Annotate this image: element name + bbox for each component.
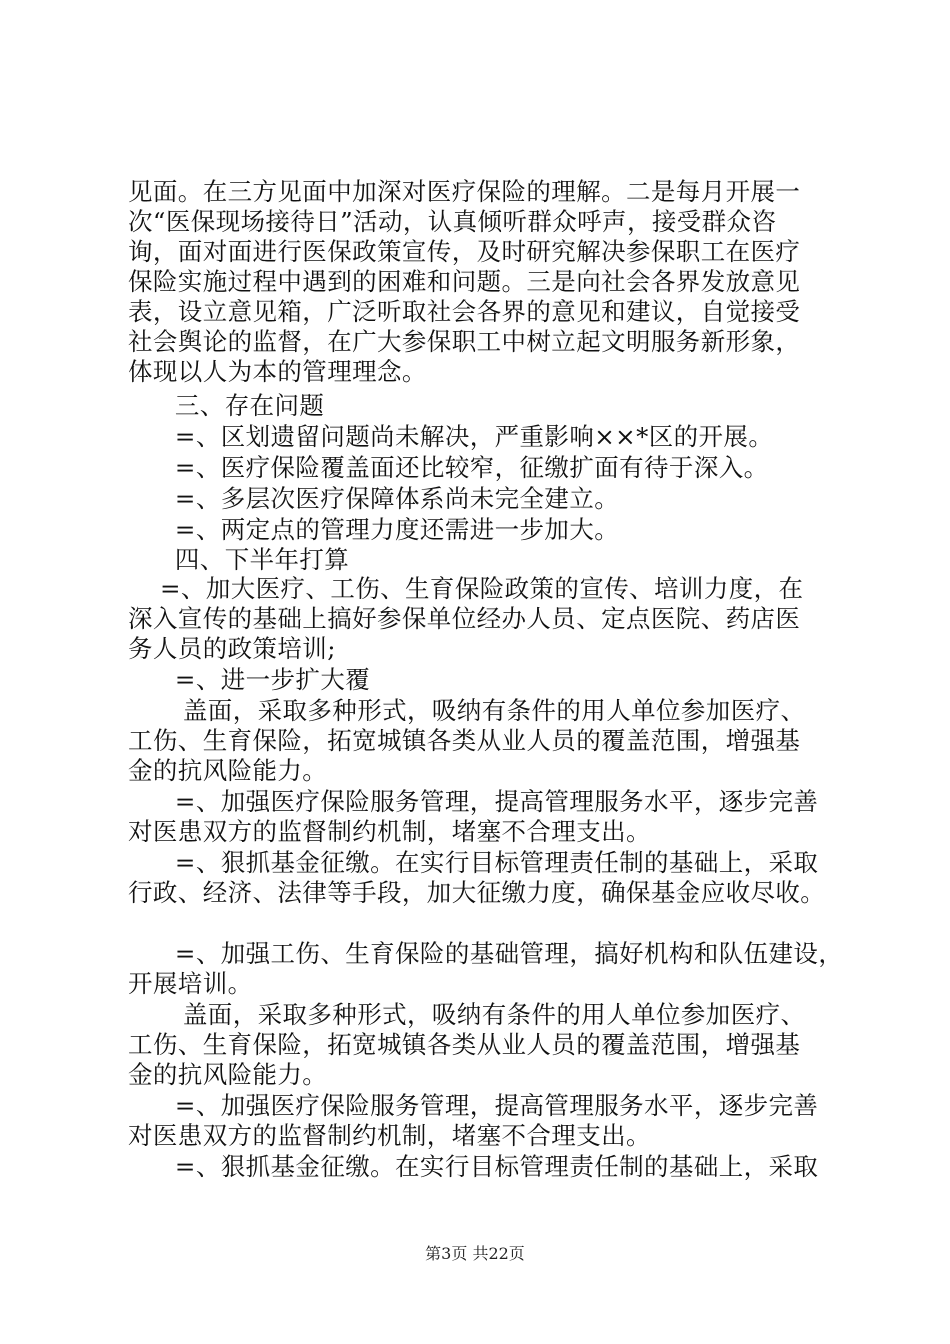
page-number-footer: 第3页 共22页 bbox=[425, 1244, 525, 1263]
paragraph-line: 见面。在三方见面中加深对医疗保险的理解。二是每月开展一 bbox=[128, 177, 801, 206]
paragraph-line: 次“医保现场接待日”活动，认真倾听群众呼声，接受群众咨 bbox=[128, 207, 777, 236]
paragraph-line: 深入宣传的基础上搞好参保单位经办人员、定点医院、药店医 bbox=[128, 604, 801, 633]
paragraph-line: 询，面对面进行医保政策宣传，及时研究解决参保职工在医疗 bbox=[128, 237, 801, 266]
paragraph-line: 体现以人为本的管理理念。 bbox=[128, 357, 427, 386]
list-item: =、加强医疗保险服务管理，提高管理服务水平，逐步完善 bbox=[150, 1091, 819, 1120]
paragraph-line: 工伤、生育保险，拓宽城镇各类从业人员的覆盖范围，增强基 bbox=[128, 1030, 801, 1059]
list-item: =、狠抓基金征缴。在实行目标管理责任制的基础上，采取 bbox=[150, 848, 819, 877]
section-heading: 三、存在问题 bbox=[150, 391, 325, 420]
list-item: =、两定点的管理力度还需进一步加大。 bbox=[150, 515, 620, 544]
paragraph-line: 对医患双方的监督制约机制，堵塞不合理支出。 bbox=[128, 1121, 651, 1150]
paragraph-line: 务人员的政策培训; bbox=[128, 634, 336, 663]
list-item: =、加强医疗保险服务管理，提高管理服务水平，逐步完善 bbox=[150, 787, 819, 816]
list-item: =、加大医疗、工伤、生育保险政策的宣传、培训力度，在 bbox=[160, 574, 804, 603]
paragraph-line: 金的抗风险能力。 bbox=[128, 1060, 328, 1089]
paragraph-line: 工伤、生育保险，拓宽城镇各类从业人员的覆盖范围，增强基 bbox=[128, 726, 801, 755]
paragraph-line: 开展培训。 bbox=[128, 969, 253, 998]
paragraph-line: 对医患双方的监督制约机制，堵塞不合理支出。 bbox=[128, 817, 651, 846]
list-item: =、医疗保险覆盖面还比较窄，征缴扩面有待于深入。 bbox=[150, 453, 769, 482]
list-item: =、狠抓基金征缴。在实行目标管理责任制的基础上，采取 bbox=[150, 1152, 819, 1181]
section-heading: 四、下半年打算 bbox=[150, 545, 350, 574]
list-item: =、加强工伤、生育保险的基础管理，搞好机构和队伍建设， bbox=[150, 939, 844, 968]
list-item: =、区划遗留问题尚未解决，严重影响××*区的开展。 bbox=[150, 422, 774, 451]
paragraph-line: 金的抗风险能力。 bbox=[128, 756, 328, 785]
paragraph-line: 表，设立意见箱，广泛听取社会各界的意见和建议，自觉接受 bbox=[128, 297, 801, 326]
paragraph-line: 行政、经济、法律等手段，加大征缴力度，确保基金应收尽收。 bbox=[128, 878, 826, 907]
paragraph-line: 社会舆论的监督，在广大参保职工中树立起文明服务新形象， bbox=[128, 327, 801, 356]
list-item: =、多层次医疗保障体系尚未完全建立。 bbox=[150, 484, 620, 513]
paragraph-line: 盖面，采取多种形式，吸纳有条件的用人单位参加医疗、 bbox=[158, 696, 806, 725]
paragraph-line: 保险实施过程中遇到的困难和问题。三是向社会各界发放意见 bbox=[128, 267, 801, 296]
paragraph-line: 盖面，采取多种形式，吸纳有条件的用人单位参加医疗、 bbox=[158, 1000, 806, 1029]
list-item: =、进一步扩大覆 bbox=[150, 665, 371, 694]
